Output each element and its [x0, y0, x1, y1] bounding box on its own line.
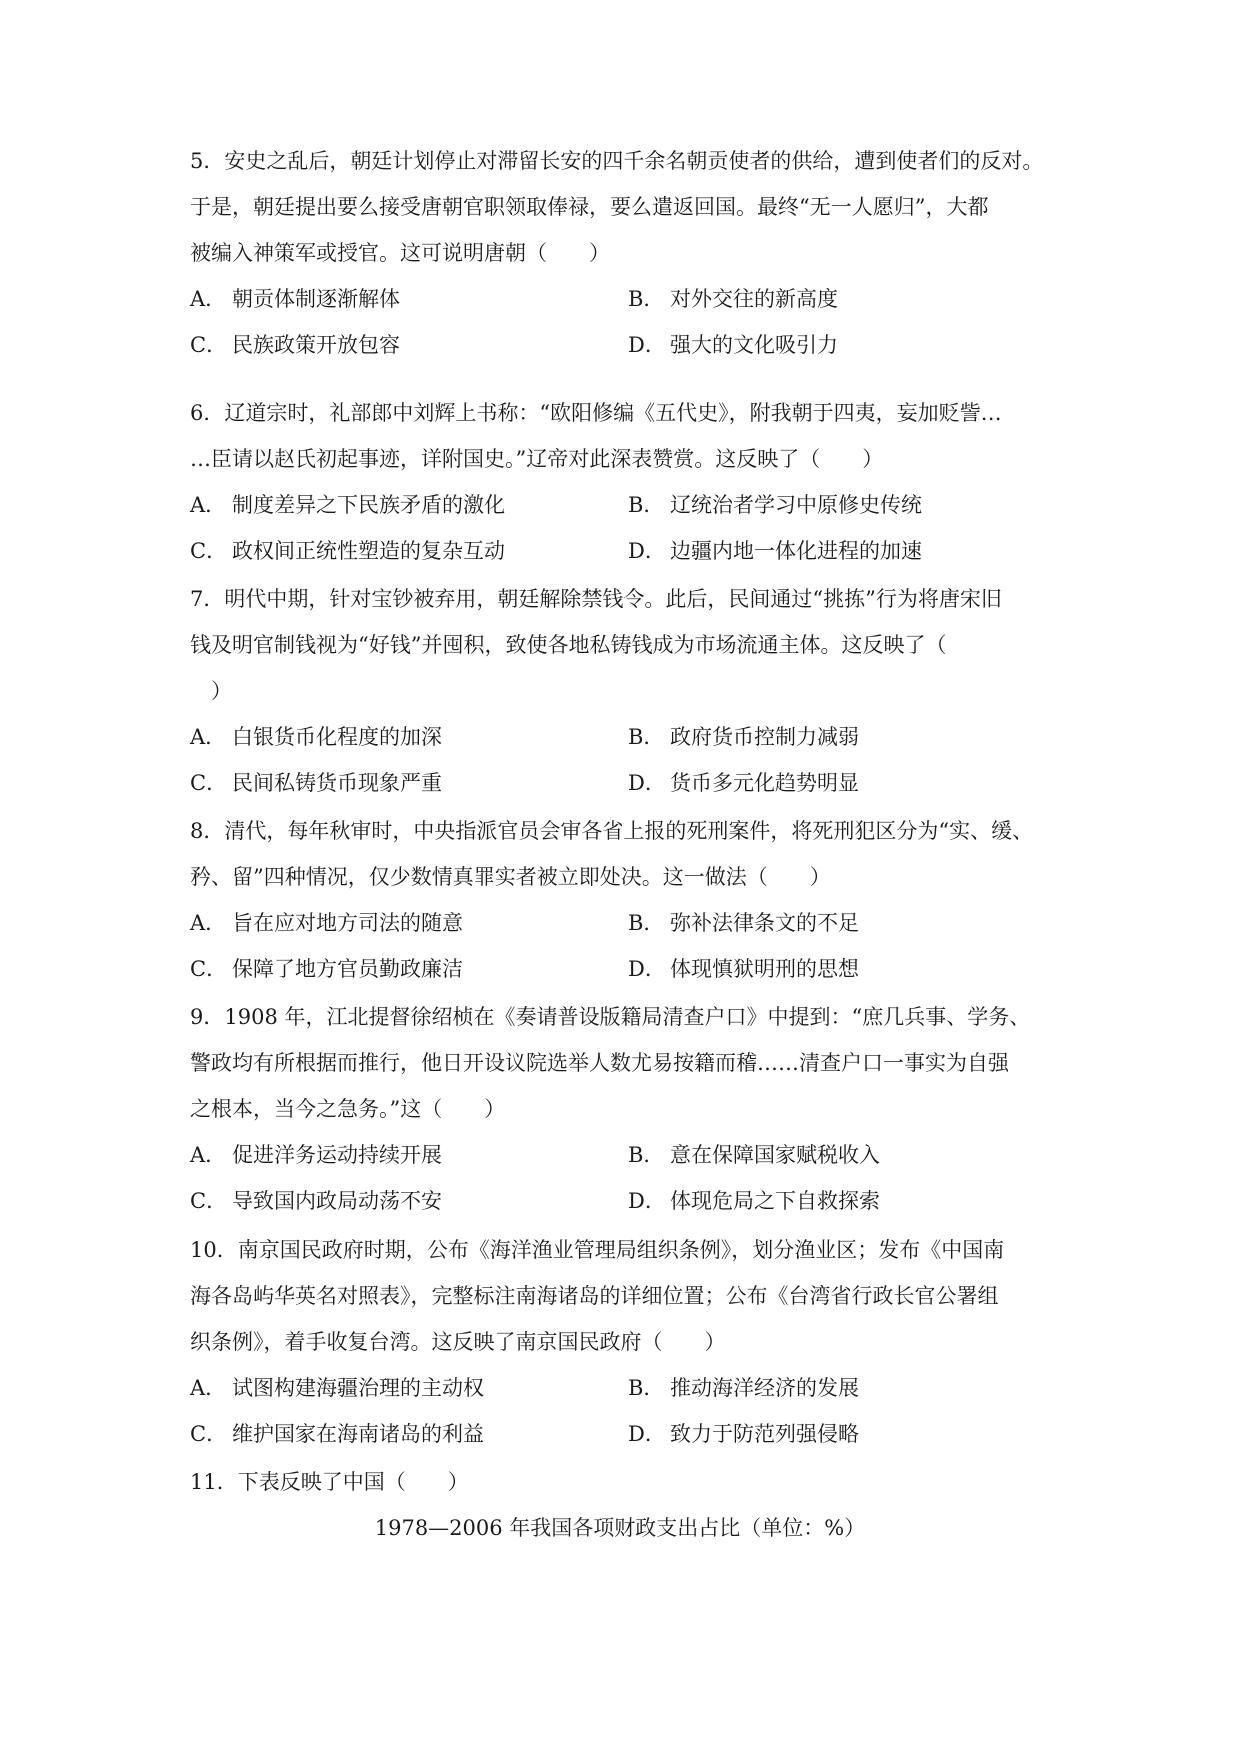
option-letter: B． [628, 911, 665, 935]
stem-line: 8．清代，每年秋审时，中央指派官员会审各省上报的死刑案件，将死刑犯区分为“实、缓、 [190, 819, 1034, 843]
option-row [190, 276, 1070, 322]
option-letter: C． [190, 1422, 228, 1446]
option-a [190, 900, 463, 946]
stem-line: 10．南京国民政府时期，公布《海洋渔业管理局组织条例》，划分渔业区；发布《中国南 [190, 1238, 1005, 1262]
option-c [190, 322, 400, 368]
question-11 [190, 1459, 1070, 1505]
option-row [190, 760, 1070, 806]
option-row [190, 714, 1070, 760]
stem-line: 之根本，当今之急务。”这（ ） [190, 1097, 506, 1121]
option-letter: A． [190, 1376, 227, 1400]
option-d [628, 528, 922, 574]
question-stem [190, 1459, 1070, 1505]
stem-line: 海各岛屿华英名对照表》，完整标注南海诸岛的详细位置；公布《台湾省行政长官公署组 [190, 1284, 999, 1308]
stem-line: 被编入神策军或授官。这可说明唐朝（ ） [190, 241, 610, 265]
stem-line: 5．安史之乱后，朝廷计划停止对滞留长安的四千余名朝贡使者的供给，遭到使者们的反对。 [190, 149, 1044, 173]
option-letter: A． [190, 493, 227, 517]
option-row [190, 1365, 1070, 1411]
option-letter: B． [628, 1143, 665, 1167]
option-letter: A． [190, 725, 227, 749]
option-text: 朝贡体制逐渐解体 [232, 287, 400, 311]
stem-line: 矜、留”四种情况，仅少数情真罪实者被立即处决。这一做法（ ） [190, 865, 831, 889]
option-d [628, 760, 859, 806]
option-d [628, 1411, 859, 1457]
option-letter: D． [628, 1189, 666, 1213]
stem-line: 7．明代中期，针对宝钞被弃用，朝廷解除禁钱令。此后，民间通过“挑拣”行为将唐宋旧 [190, 587, 1002, 611]
option-text: 意在保障国家赋税收入 [670, 1143, 880, 1167]
option-letter: C． [190, 333, 228, 357]
option-letter: B． [628, 493, 665, 517]
option-letter: B． [628, 1376, 665, 1400]
option-text: 致力于防范列强侵略 [670, 1422, 859, 1446]
option-text: 体现慎狱明刑的思想 [670, 957, 859, 981]
option-d [628, 322, 838, 368]
option-row [190, 322, 1070, 368]
option-letter: C． [190, 957, 228, 981]
option-letter: D． [628, 539, 666, 563]
option-text: 辽统治者学习中原修史传统 [670, 493, 922, 517]
option-row [190, 946, 1070, 992]
question-8 [190, 808, 1070, 992]
option-b [628, 1132, 880, 1178]
option-letter: C． [190, 539, 228, 563]
option-text: 制度差异之下民族矛盾的激化 [232, 493, 505, 517]
option-text: 民间私铸货币现象严重 [232, 771, 442, 795]
option-text: 政权间正统性塑造的复杂互动 [232, 539, 505, 563]
option-letter: A． [190, 911, 227, 935]
option-d [628, 1178, 880, 1224]
option-letter: B． [628, 725, 665, 749]
option-text: 体现危局之下自救探索 [670, 1189, 880, 1213]
option-a [190, 1365, 484, 1411]
option-text: 对外交往的新高度 [670, 287, 838, 311]
option-a [190, 714, 442, 760]
stem-line: 钱及明官制钱视为“好钱”并囤积，致使各地私铸钱成为市场流通主体。这反映了（ [190, 633, 947, 657]
option-letter: D． [628, 333, 666, 357]
option-c [190, 946, 463, 992]
option-letter: D． [628, 1422, 666, 1446]
option-text: 民族政策开放包容 [232, 333, 400, 357]
stem-line: 11．下表反映了中国（ ） [190, 1470, 469, 1494]
question-stem [190, 1227, 1070, 1365]
option-letter: C． [190, 1189, 228, 1213]
option-text: 旨在应对地方司法的随意 [232, 911, 463, 935]
option-b [628, 714, 859, 760]
stem-line: 于是，朝廷提出要么接受唐朝官职领取俸禄，要么遣返回国。最终“无一人愿归”，大都 [190, 195, 989, 219]
option-a [190, 276, 400, 322]
option-row [190, 528, 1070, 574]
option-d [628, 946, 859, 992]
option-b [628, 1365, 859, 1411]
option-letter: D． [628, 771, 666, 795]
option-b [628, 482, 922, 528]
stem-line: ） [190, 679, 232, 703]
stem-line: …臣请以赵氏初起事迹，详附国史。”辽帝对此深表赞赏。这反映了（ ） [190, 447, 884, 471]
option-text: 边疆内地一体化进程的加速 [670, 539, 922, 563]
option-c [190, 760, 442, 806]
table-title: 1978—2006 年我国各项财政支出占比（单位：%） [374, 1516, 866, 1540]
option-c [190, 1178, 442, 1224]
option-row [190, 1132, 1070, 1178]
option-row [190, 900, 1070, 946]
question-7 [190, 576, 1070, 806]
option-row [190, 1411, 1070, 1457]
option-text: 维护国家在海南诸岛的利益 [232, 1422, 484, 1446]
stem-line: 6．辽道宗时，礼部郎中刘辉上书称：“欧阳修编《五代史》，附我朝于四夷，妄加贬訾… [190, 401, 1002, 425]
option-letter: C． [190, 771, 228, 795]
option-text: 保障了地方官员勤政廉洁 [232, 957, 463, 981]
option-a [190, 1132, 442, 1178]
question-stem [190, 390, 1070, 482]
option-c [190, 1411, 484, 1457]
question-stem [190, 138, 1070, 276]
option-row [190, 1178, 1070, 1224]
option-text: 弥补法律条文的不足 [670, 911, 859, 935]
option-letter: A． [190, 1143, 227, 1167]
stem-line: 9．1908 年，江北提督徐绍桢在《奏请普设版籍局清查户口》中提到：“庶几兵事、学务、 [190, 1005, 1031, 1029]
option-text: 导致国内政局动荡不安 [232, 1189, 442, 1213]
option-text: 货币多元化趋势明显 [670, 771, 859, 795]
option-b [628, 276, 838, 322]
question-6 [190, 390, 1070, 574]
option-text: 白银货币化程度的加深 [232, 725, 442, 749]
option-c [190, 528, 505, 574]
option-letter: A． [190, 287, 227, 311]
question-stem [190, 576, 1070, 714]
option-text: 促进洋务运动持续开展 [232, 1143, 442, 1167]
option-b [628, 900, 859, 946]
option-letter: B． [628, 287, 665, 311]
question-stem [190, 994, 1070, 1132]
option-letter: D． [628, 957, 666, 981]
option-text: 试图构建海疆治理的主动权 [232, 1376, 484, 1400]
stem-line: 警政均有所根据而推行，他日开设议院选举人数尤易按籍而稽……清查户口一事实为自强 [190, 1051, 1009, 1075]
question-5 [190, 138, 1070, 368]
option-text: 强大的文化吸引力 [670, 333, 838, 357]
stem-line: 织条例》，着手收复台湾。这反映了南京国民政府（ ） [190, 1330, 726, 1354]
option-row [190, 482, 1070, 528]
question-10 [190, 1227, 1070, 1457]
option-a [190, 482, 505, 528]
option-text: 推动海洋经济的发展 [670, 1376, 859, 1400]
question-9 [190, 994, 1070, 1224]
question-stem [190, 808, 1070, 900]
option-text: 政府货币控制力减弱 [670, 725, 859, 749]
